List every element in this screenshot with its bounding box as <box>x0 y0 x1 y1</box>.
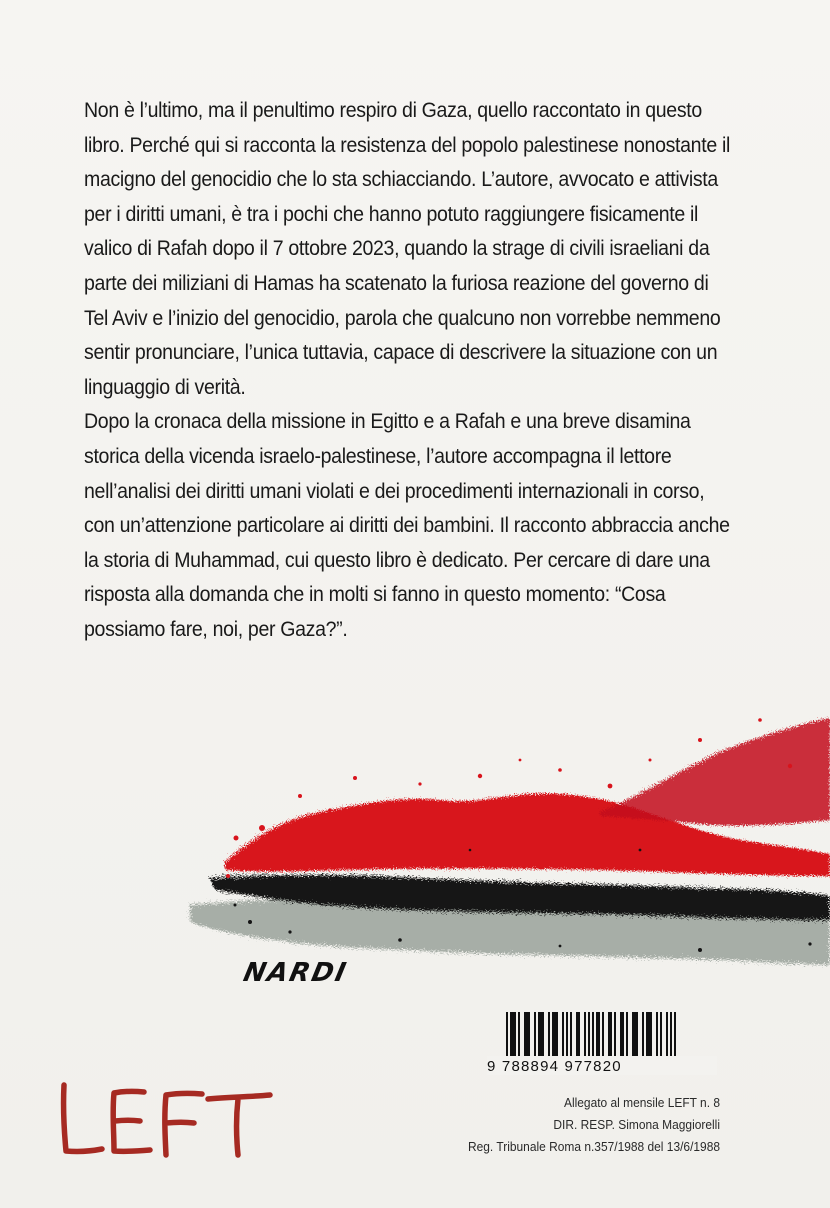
barcode-bar <box>518 1012 520 1056</box>
barcode-bar <box>534 1012 536 1056</box>
barcode-bar <box>596 1012 598 1060</box>
barcode-bar <box>656 1012 658 1056</box>
barcode-bar <box>576 1012 580 1056</box>
barcode-bar <box>626 1012 628 1056</box>
imprint-line-1: Allegato al mensile LEFT n. 8 <box>563 1095 720 1110</box>
barcode-bar <box>570 1012 572 1056</box>
barcode-bar <box>674 1012 676 1060</box>
barcode-bar <box>620 1012 624 1056</box>
barcode-bar <box>602 1012 604 1056</box>
barcode-bar <box>646 1012 652 1056</box>
barcode-bar <box>666 1012 668 1056</box>
left-logo <box>58 1062 278 1161</box>
barcode-bar <box>592 1012 594 1060</box>
imprint <box>444 1092 720 1158</box>
blurb-text <box>84 94 735 648</box>
barcode-bar <box>608 1012 612 1056</box>
red-peak <box>600 718 830 826</box>
isbn-barcode <box>504 1012 714 1096</box>
barcode-bar <box>598 1012 600 1056</box>
barcode-bar <box>562 1012 564 1056</box>
blurb-paragraph-2: Dopo la cronaca della missione in Egitto e a Rafah e una breve disamina storica della vicenda israelo-palestinese, l’autore accompagna il lettore nell’analisi dei diritti umani violati e dei procedimenti internazionali in corso, con un’attenzione particolare ai diritti dei bambini. Il racconto abbraccia anche la storia di Muhammad, cui questo libro è dedicato. Per cercare di dare una risposta alla domanda che in molti si fanno in questo momento: “Cosa possiamo fare, noi, per Gaza?”. <box>84 410 730 641</box>
blurb-paragraph-1: Non è l’ultimo, ma il penultimo respiro di Gaza, quello raccontato in questo libro. Perché qui si racconta la resistenza del popolo palestinese nonostante il macigno del genocidio che lo sta schiacciando. L’autore, avvocato e attivista per i diritti umani, è tra i pochi che hanno potuto raggiungere fisicamente il valico di Rafah dopo il 7 ottobre 2023, quando la strage di civili israeliani da parte dei miliziani di Hamas ha scatenato la furiosa reazione del governo di Tel Aviv e l’inizio del genocidio, parola che qualcuno non vorrebbe nemmeno sentir pronunciare, l’unica tuttavia, capace di descrivere la situazione con un linguaggio di verità. <box>84 99 730 399</box>
barcode-bar <box>506 1012 508 1060</box>
barcode-bar <box>584 1012 586 1056</box>
barcode-bar <box>512 1012 516 1056</box>
barcode-bar <box>660 1012 662 1056</box>
imprint-line-3: Reg. Tribunale Roma n.357/1988 del 13/6/1988 <box>467 1139 720 1154</box>
barcode-bar <box>614 1012 616 1056</box>
barcode-bar <box>632 1012 638 1056</box>
logo-text: LEFT <box>58 1062 98 1079</box>
barcode-bar <box>552 1012 558 1056</box>
barcode-bar <box>670 1012 672 1060</box>
artist-signature: NARDI <box>240 958 351 988</box>
barcode-bar <box>548 1012 550 1056</box>
barcode-bar <box>524 1012 530 1056</box>
imprint-line-2: DIR. RESP. Simona Maggiorelli <box>553 1117 720 1132</box>
barcode-digits: 9 788894 977820 <box>487 1056 717 1075</box>
barcode-bar <box>510 1012 512 1060</box>
barcode-bar <box>642 1012 644 1056</box>
barcode-bar <box>538 1012 544 1056</box>
barcode-bar <box>566 1012 568 1056</box>
barcode-bar <box>588 1012 590 1060</box>
brushstroke-artwork <box>0 700 830 1000</box>
